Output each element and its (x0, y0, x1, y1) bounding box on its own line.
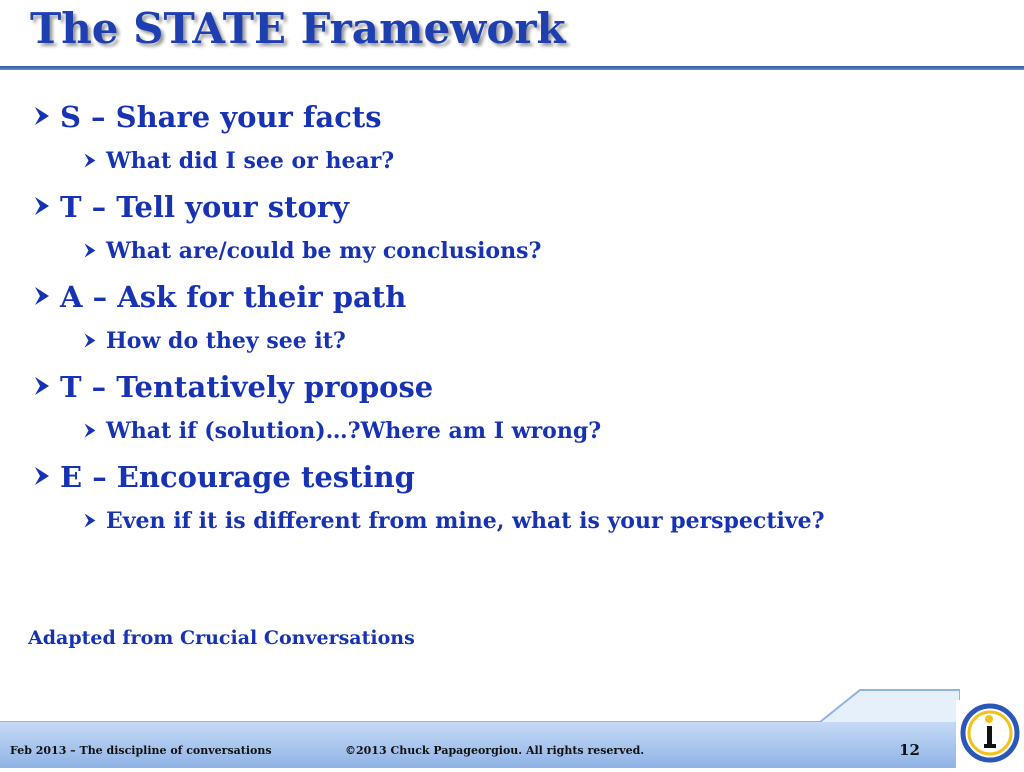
sub-bullet-item (82, 238, 541, 264)
sub-bullet-text: Even if it is different from mine, what is your perspective? (106, 508, 825, 534)
sub-bullet-item (82, 418, 601, 444)
footer-left-text: Feb 2013 – The discipline of conversations (10, 744, 272, 757)
source-credit: Adapted from Crucial Conversations (28, 627, 415, 649)
bullet-heading: A – Ask for their path (60, 280, 407, 314)
arrow-bullet-icon (82, 242, 98, 259)
page-number: 12 (899, 741, 920, 759)
arrow-bullet-icon (32, 465, 52, 487)
footer-wave-decoration (0, 686, 960, 726)
bullet-heading: T – Tell your story (60, 190, 349, 224)
bullet-item-e (32, 460, 415, 494)
arrow-bullet-icon (82, 422, 98, 439)
info-i-logo-icon (956, 700, 1024, 768)
footer-copyright: ©2013 Chuck Papageorgiou. All rights reserved. (345, 744, 645, 757)
sub-bullet-text: How do they see it? (106, 328, 346, 354)
arrow-bullet-icon (82, 332, 98, 349)
bullet-item-a (32, 280, 406, 314)
sub-bullet-text: What are/could be my conclusions? (106, 238, 542, 264)
arrow-bullet-icon (32, 375, 52, 397)
bullet-item-s (32, 100, 382, 134)
bullet-item-t2 (32, 370, 433, 404)
sub-bullet-text: What if (solution)…?Where am I wrong? (106, 418, 602, 444)
slide-title: The STATE Framework (30, 4, 566, 53)
arrow-bullet-icon (82, 512, 98, 529)
arrow-bullet-icon (32, 285, 52, 307)
bullet-heading: S – Share your facts (60, 100, 382, 134)
sub-bullet-item (82, 508, 825, 534)
bullet-heading: E – Encourage testing (60, 460, 415, 494)
title-divider (0, 66, 1024, 70)
arrow-bullet-icon (32, 195, 52, 217)
bullet-item-t (32, 190, 349, 224)
sub-bullet-text: What did I see or hear? (106, 148, 395, 174)
logo-box (956, 700, 1024, 768)
arrow-bullet-icon (82, 152, 98, 169)
bullet-heading: T – Tentatively propose (60, 370, 434, 404)
arrow-bullet-icon (32, 105, 52, 127)
sub-bullet-item (82, 148, 394, 174)
sub-bullet-item (82, 328, 346, 354)
